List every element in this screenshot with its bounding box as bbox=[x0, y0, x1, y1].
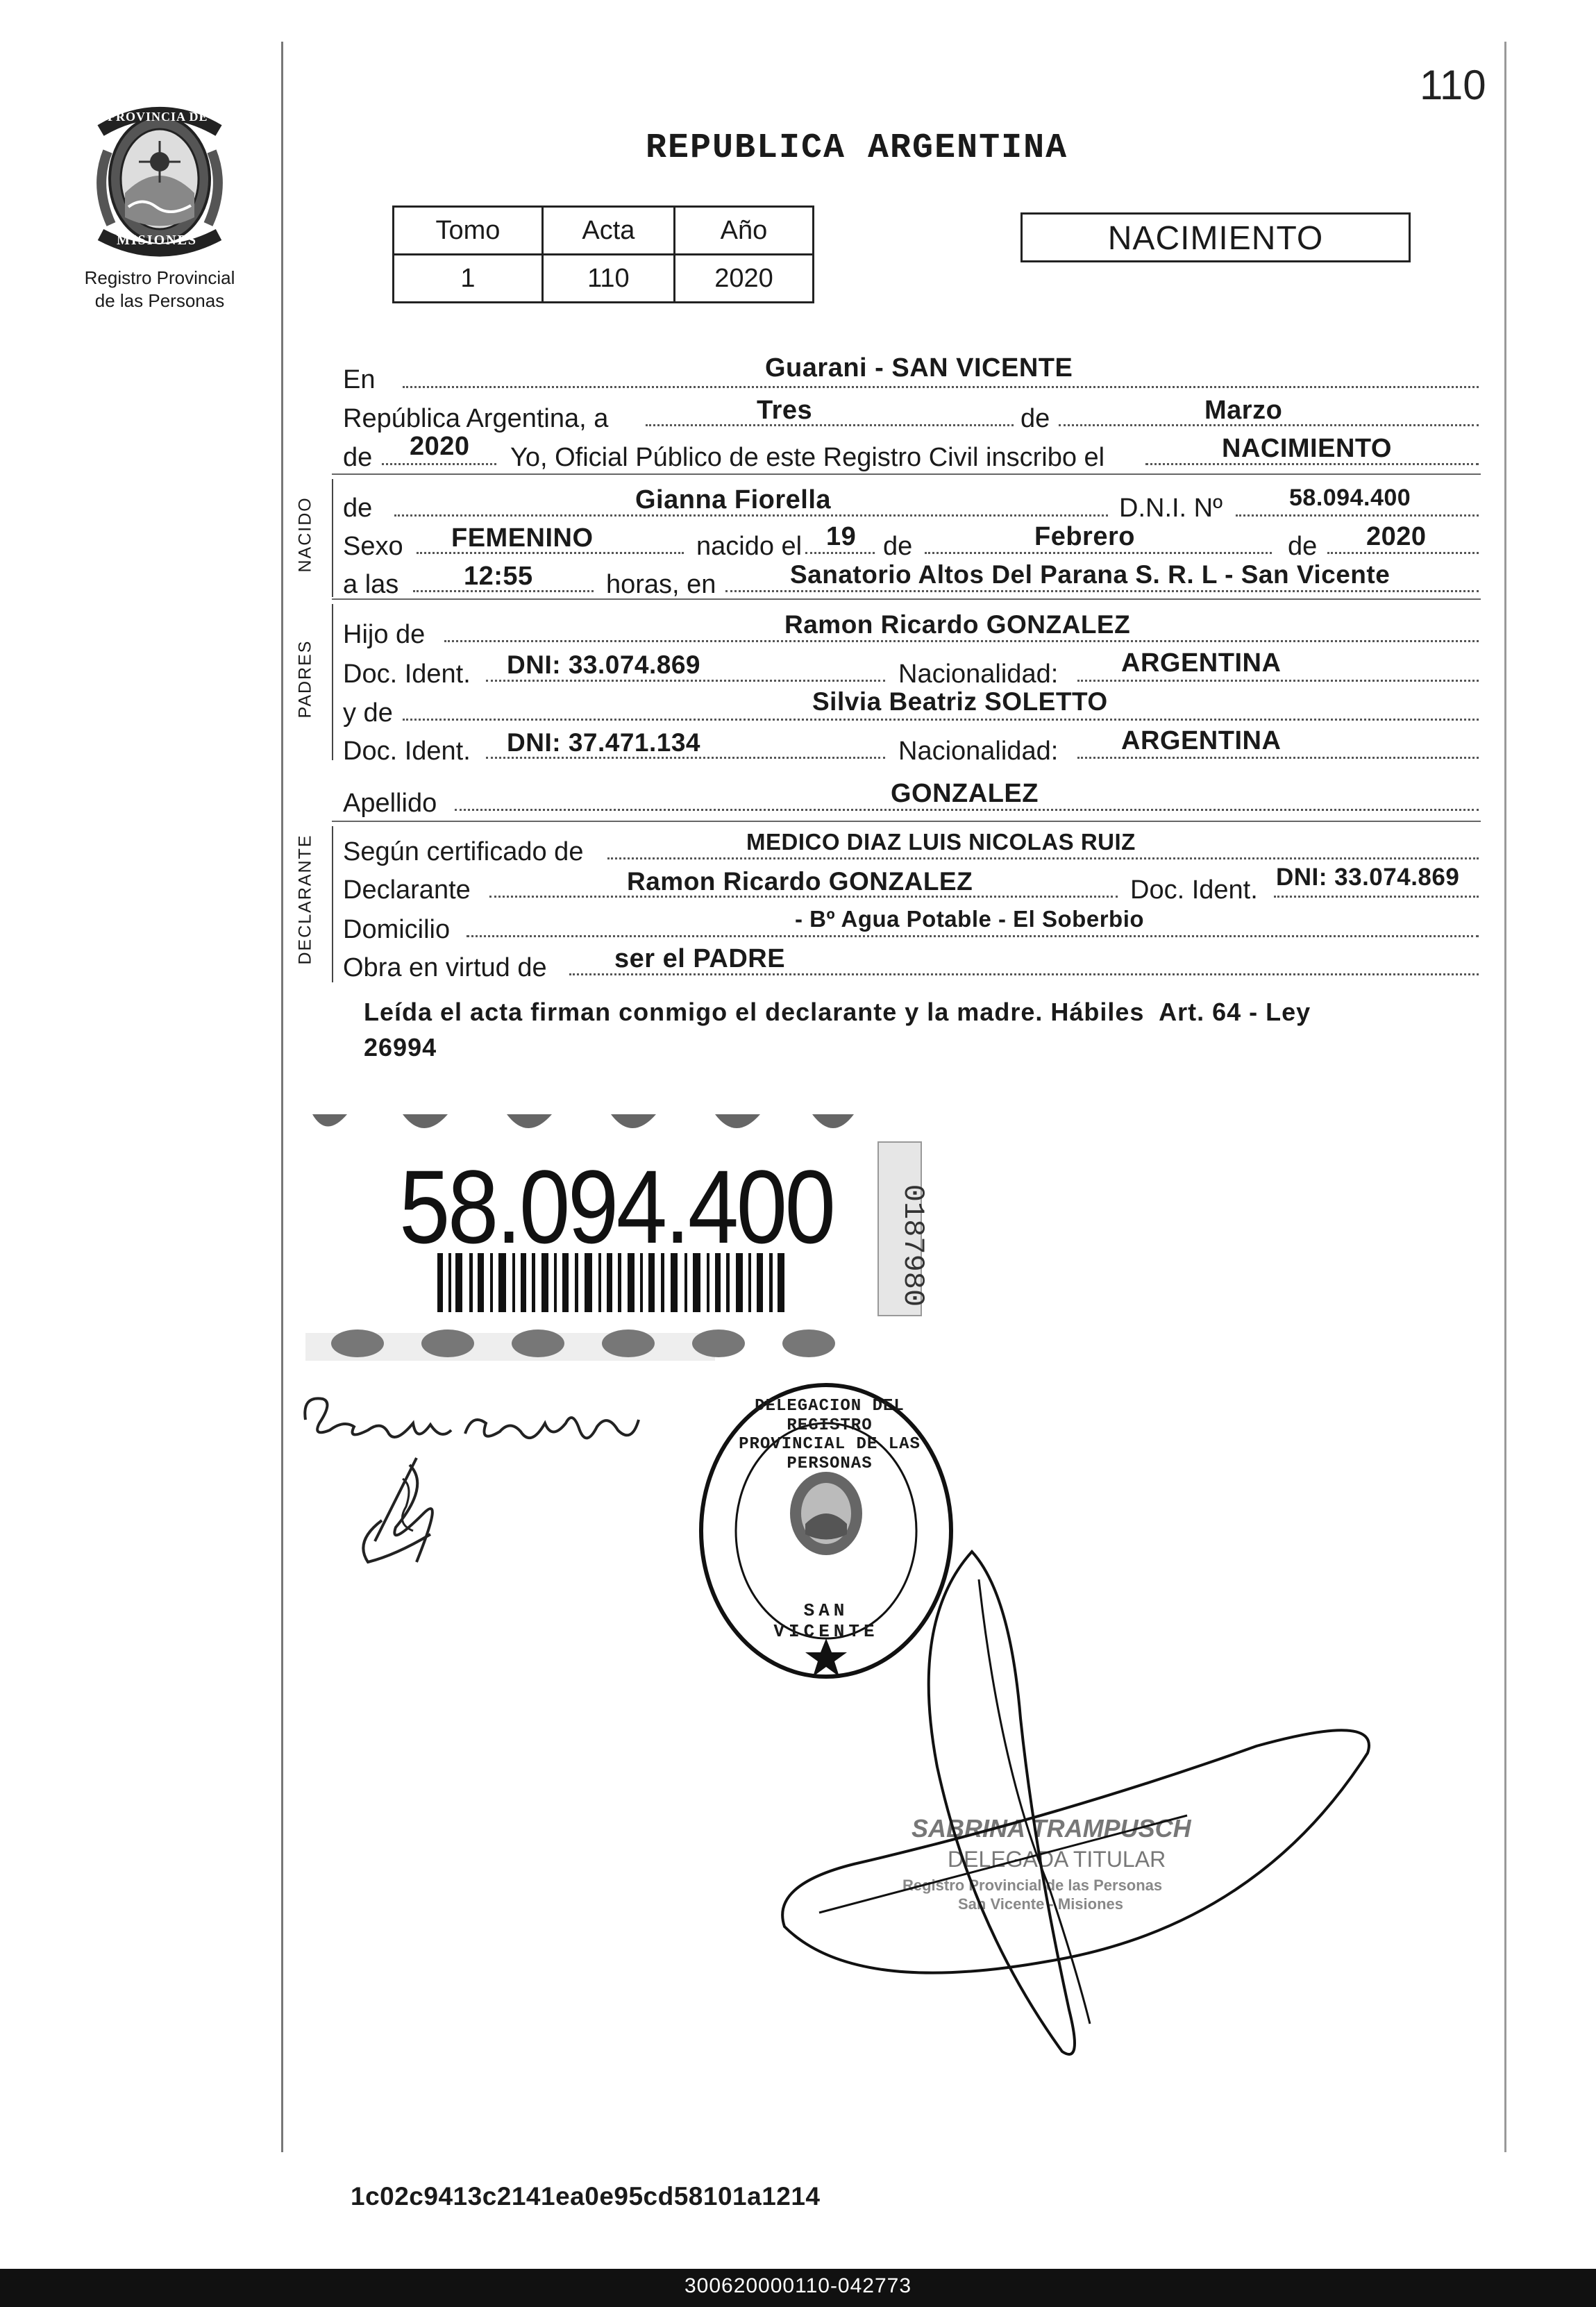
closing-note-line2: 26994 bbox=[364, 1033, 437, 1062]
logo-text-bottom: MISIONES bbox=[117, 233, 198, 248]
value-madre-nac: ARGENTINA bbox=[1121, 726, 1282, 755]
label-de-anio: de bbox=[1288, 532, 1318, 561]
label-de-nombre: de bbox=[343, 494, 373, 523]
acta-table-value-row bbox=[394, 255, 814, 303]
label-nacionalidad-madre: Nacionalidad: bbox=[898, 737, 1059, 766]
seal-inner-text: SAN VICENTE bbox=[773, 1600, 879, 1642]
section-separator-2 bbox=[332, 598, 1481, 600]
side-label-nacido: NACIDO bbox=[295, 496, 315, 573]
dots-declarante bbox=[489, 896, 1118, 898]
agency-name-line1: Registro Provincial bbox=[84, 267, 235, 288]
value-dni: 58.094.400 bbox=[1289, 485, 1411, 511]
value-mes: Marzo bbox=[1204, 396, 1283, 425]
label-sexo: Sexo bbox=[343, 532, 403, 561]
value-hora: 12:55 bbox=[464, 562, 533, 591]
page-number: 110 bbox=[1420, 62, 1486, 108]
value-nac-anio: 2020 bbox=[1366, 522, 1427, 551]
dots-padre bbox=[444, 640, 1479, 642]
label-doc-ident-padre: Doc. Ident. bbox=[343, 660, 471, 689]
label-nacido-el: nacido el bbox=[696, 532, 803, 561]
label-horas-en: horas, en bbox=[606, 570, 716, 599]
section-separator-1 bbox=[332, 473, 1481, 475]
acta-value-tomo: 1 bbox=[394, 255, 543, 303]
acta-value-anio: 2020 bbox=[674, 255, 813, 303]
logo-text-top: PROVINCIA DE bbox=[108, 110, 208, 124]
sticker-serial: 0187980 bbox=[896, 1184, 930, 1307]
dots-declarante-doc bbox=[1274, 896, 1479, 898]
label-de-mes-inscripcion: de bbox=[1020, 404, 1050, 433]
value-dia: Tres bbox=[757, 396, 813, 425]
official-signature bbox=[771, 1538, 1395, 2079]
official-stamp-name: SABRINA TRAMPUSCH bbox=[912, 1814, 1191, 1843]
label-de-mes: de bbox=[883, 532, 913, 561]
agency-name-line2: de las Personas bbox=[94, 290, 225, 311]
official-stamp-line4: San Vicente - Misiones bbox=[958, 1895, 1124, 1913]
label-obra-en-virtud: Obra en virtud de bbox=[343, 953, 547, 982]
dots-apellido bbox=[455, 809, 1479, 811]
record-type-box: NACIMIENTO bbox=[1020, 212, 1411, 262]
value-domicilio: - Bº Agua Potable - El Soberbio bbox=[795, 906, 1145, 932]
acta-header-tomo: Tomo bbox=[394, 207, 543, 255]
label-a-las: a las bbox=[343, 570, 399, 599]
value-obra: ser el PADRE bbox=[614, 944, 786, 973]
value-declarante: Ramon Ricardo GONZALEZ bbox=[627, 867, 973, 896]
label-segun-certificado: Según certificado de bbox=[343, 837, 584, 866]
value-sexo: FEMENINO bbox=[451, 523, 594, 553]
dots-acto bbox=[1145, 463, 1479, 465]
dots-dia bbox=[646, 424, 1014, 426]
value-padre-doc: DNI: 33.074.869 bbox=[507, 651, 701, 679]
official-stamp-line3: Registro Provincial de las Personas bbox=[902, 1877, 1163, 1894]
value-nac-dia: 19 bbox=[826, 522, 857, 551]
dots-en bbox=[403, 386, 1479, 388]
dots-anio bbox=[382, 463, 496, 465]
value-nombre: Gianna Fiorella bbox=[635, 485, 832, 514]
dots-domicilio bbox=[467, 935, 1479, 937]
left-margin-line bbox=[281, 42, 283, 2152]
value-madre-doc: DNI: 37.471.134 bbox=[507, 728, 701, 757]
dots-certificado bbox=[607, 857, 1479, 859]
label-domicilio: Domicilio bbox=[343, 915, 451, 944]
dots-madre bbox=[403, 719, 1479, 721]
label-nacionalidad-padre: Nacionalidad: bbox=[898, 660, 1059, 689]
label-apellido: Apellido bbox=[343, 789, 437, 818]
dots-dni bbox=[1236, 514, 1479, 517]
value-lugar: Guarani - SAN VICENTE bbox=[765, 353, 1073, 383]
dots-padre-nac bbox=[1077, 680, 1479, 682]
value-nac-mes: Febrero bbox=[1034, 522, 1135, 551]
label-y-de: y de bbox=[343, 698, 393, 728]
label-republica: República Argentina, a bbox=[343, 404, 609, 433]
value-padre-nac: ARGENTINA bbox=[1121, 648, 1282, 678]
label-de-anio-inscripcion: de bbox=[343, 443, 373, 472]
side-label-padres: PADRES bbox=[295, 639, 315, 719]
side-label-declarante: DECLARANTE bbox=[295, 834, 315, 965]
value-padre: Ramon Ricardo GONZALEZ bbox=[784, 610, 1131, 639]
value-lugar-nac: Sanatorio Altos Del Parana S. R. L - San Vicente bbox=[790, 560, 1391, 589]
acta-value-acta: 110 bbox=[542, 255, 674, 303]
bracket-nacido bbox=[332, 479, 333, 597]
label-doc-ident-madre: Doc. Ident. bbox=[343, 737, 471, 766]
right-margin-line bbox=[1504, 42, 1506, 2152]
dots-obra bbox=[569, 973, 1479, 975]
dots-nac-dia bbox=[805, 552, 875, 554]
dots-madre-doc bbox=[486, 757, 885, 759]
footer-code: 300620000110-042773 bbox=[684, 2274, 912, 2297]
acta-table-header-row bbox=[394, 207, 814, 255]
declarant-signature bbox=[292, 1382, 653, 1590]
value-anio: 2020 bbox=[410, 432, 470, 461]
label-doc-ident-declarante: Doc. Ident. bbox=[1130, 875, 1258, 905]
dots-lugar-nac bbox=[725, 590, 1479, 592]
value-acto: NACIMIENTO bbox=[1222, 434, 1392, 463]
dots-nombre bbox=[394, 514, 1108, 517]
bracket-padres bbox=[332, 604, 333, 760]
value-madre: Silvia Beatriz SOLETTO bbox=[812, 687, 1108, 716]
label-dni: D.N.I. Nº bbox=[1119, 494, 1223, 523]
value-declarante-doc: DNI: 33.074.869 bbox=[1276, 864, 1460, 891]
section-separator-3 bbox=[332, 821, 1481, 822]
label-hijo-de: Hijo de bbox=[343, 620, 426, 649]
acta-header-acta: Acta bbox=[542, 207, 674, 255]
official-stamp-title: DELEGADA TITULAR bbox=[948, 1847, 1166, 1872]
label-en: En bbox=[343, 365, 376, 394]
dots-madre-nac bbox=[1077, 757, 1479, 759]
value-apellido: GONZALEZ bbox=[891, 779, 1039, 808]
dots-nac-anio bbox=[1327, 552, 1479, 554]
dots-nac-mes bbox=[925, 552, 1272, 554]
sticker-number: 58.094.400 bbox=[399, 1148, 834, 1265]
acta-table bbox=[392, 205, 814, 303]
label-yo-oficial: Yo, Oficial Público de este Registro Civil inscribo el bbox=[510, 443, 1105, 472]
dots-padre-doc bbox=[486, 680, 885, 682]
document-hash: 1c02c9413c2141ea0e95cd58101a1214 bbox=[351, 2182, 821, 2210]
label-declarante: Declarante bbox=[343, 875, 471, 905]
value-certificado: MEDICO DIAZ LUIS NICOLAS RUIZ bbox=[746, 829, 1136, 855]
country-title: REPUBLICA ARGENTINA bbox=[646, 128, 1068, 168]
closing-note-line1: Leída el acta firman conmigo el declarante y la madre. Hábiles Art. 64 - Ley bbox=[364, 998, 1311, 1026]
seal-outer-text: DELEGACION DEL REGISTRO PROVINCIAL DE LAS PERSONAS bbox=[739, 1397, 921, 1473]
acta-header-anio: Año bbox=[674, 207, 813, 255]
bracket-declarante bbox=[332, 826, 333, 982]
